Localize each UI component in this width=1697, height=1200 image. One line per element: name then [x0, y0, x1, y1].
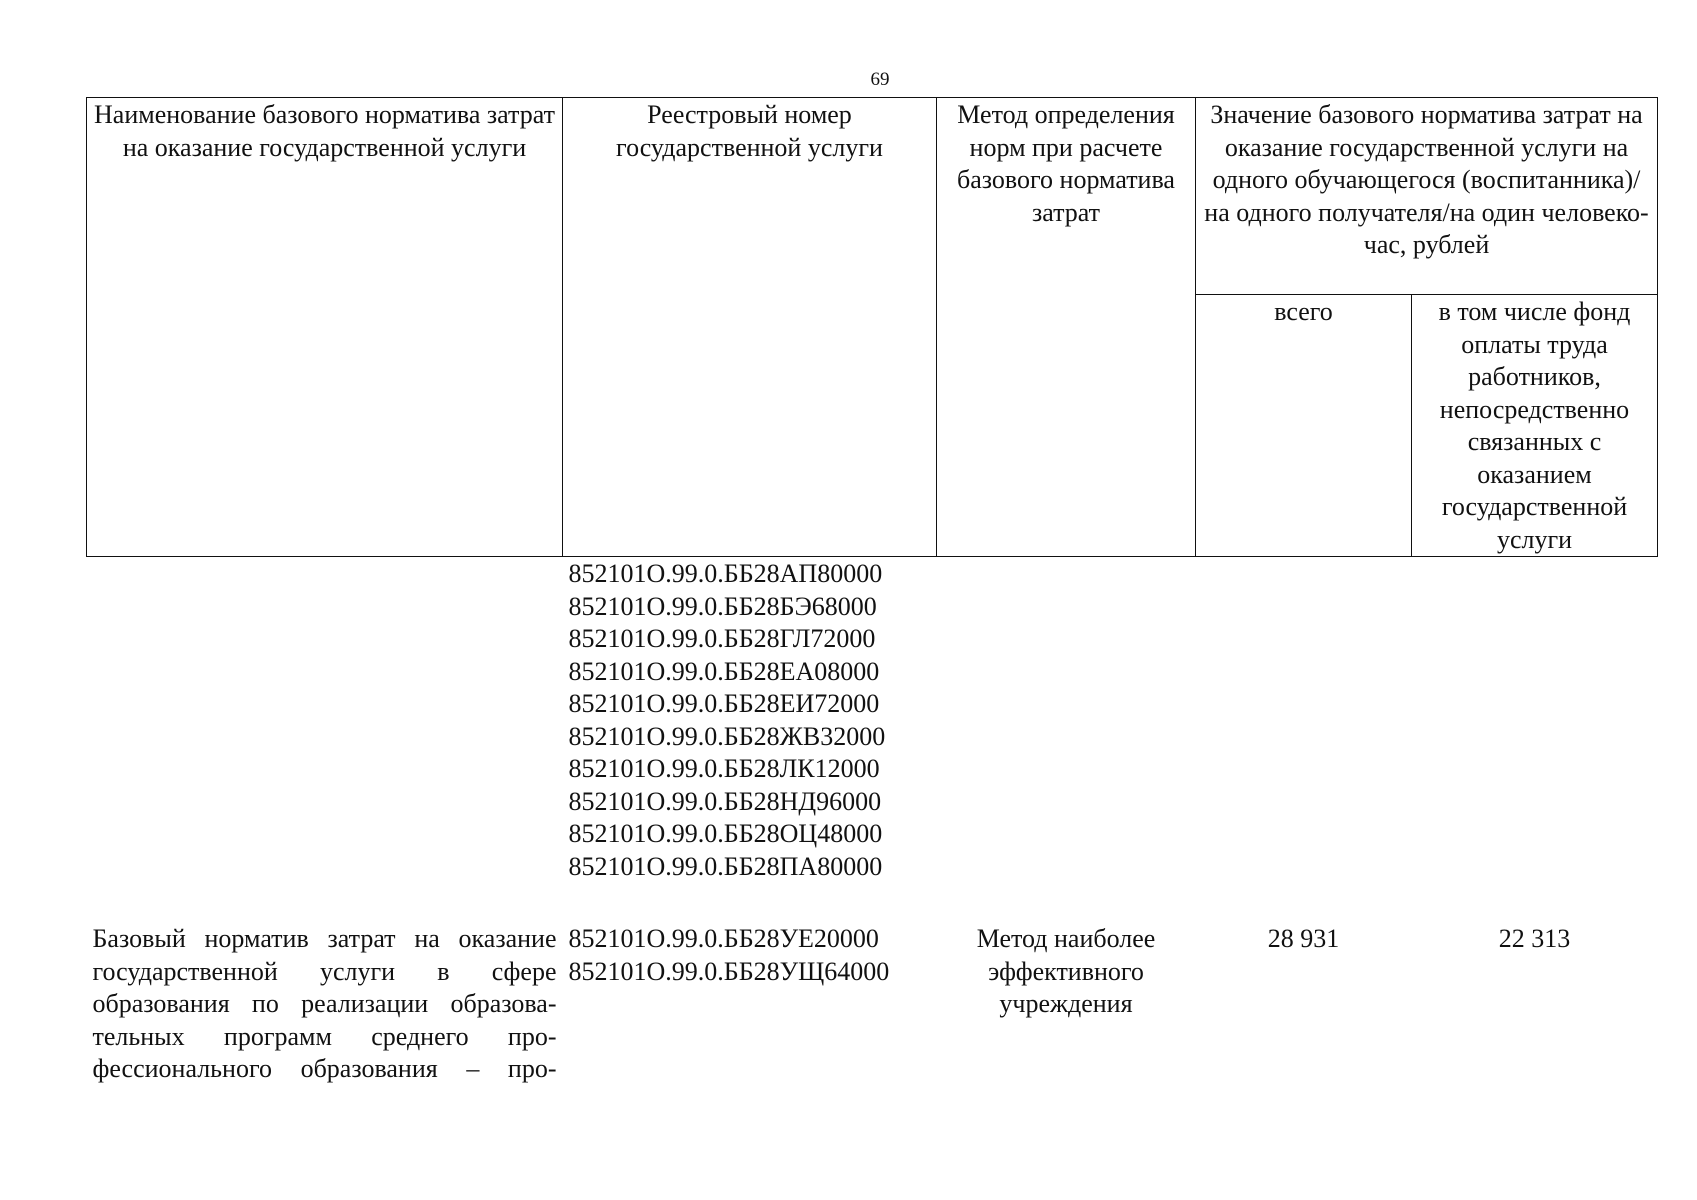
continuation-codes-cell: [563, 557, 937, 884]
header-method: Метод определения норм при расчете базового норматива затрат: [937, 98, 1196, 557]
row-name-line: Базовый норматив затрат на оказание: [92, 924, 557, 953]
registry-code: 852101О.99.0.ББ28ЖВ32000: [568, 721, 886, 751]
registry-code: 852101О.99.0.ББ28ГЛ72000: [568, 624, 876, 653]
registry-code: 852101О.99.0.ББ28БЭ68000: [568, 591, 877, 621]
header-name: Наименование базового норматива затрат на оказание государственной услуги: [87, 98, 563, 557]
row-name-line: государственной услуги в сфере: [92, 956, 557, 986]
header-payroll: в том числе фонд оплаты труда работников, непосредственно связанных с оказанием государственной услуги: [1412, 295, 1658, 557]
row-method: Метод наиболее эффективного учреждения: [976, 924, 1156, 1018]
row-name-line: фессионального образования – про-: [92, 1054, 557, 1083]
registry-code: 852101О.99.0.ББ28ЕА08000: [568, 656, 880, 686]
header-value: Значение базового норматива затрат на оказание государственной услуги на одного обучающегося (воспитанника)/на одного получателя/на один человеко-час, рублей: [1196, 98, 1658, 295]
row-name-cell: [87, 922, 563, 1086]
registry-code: 852101О.99.0.ББ28ЕИ72000: [568, 689, 880, 718]
continuation-name-cell: [87, 557, 563, 884]
row-total: 28 931: [1267, 924, 1340, 953]
registry-code: 852101О.99.0.ББ28ПА80000: [568, 851, 883, 881]
registry-code: 852101О.99.0.ББ28УЕ20000: [568, 924, 879, 953]
header-registry: Реестровый номер государственной услуги: [563, 98, 937, 557]
registry-code: 852101О.99.0.ББ28УЩ64000: [568, 956, 890, 986]
table-row-continuation: [87, 557, 1658, 884]
table-header: [87, 98, 1658, 557]
header-total: всего: [1196, 295, 1412, 557]
registry-code: 852101О.99.0.ББ28НД96000: [568, 786, 882, 816]
row-name-line: образования по реализации образова-: [92, 989, 557, 1018]
row-codes-cell: [563, 922, 937, 1086]
registry-code: 852101О.99.0.ББ28АП80000: [568, 559, 883, 588]
table-body: [87, 557, 1658, 1086]
table-row: [87, 922, 1658, 1086]
page-number: 69: [870, 69, 890, 90]
registry-code: 852101О.99.0.ББ28ОЦ48000: [568, 819, 883, 848]
norm-table: [86, 97, 1658, 1086]
registry-code: 852101О.99.0.ББ28ЛК12000: [568, 754, 880, 783]
row-name-line: тельных программ среднего про-: [92, 1021, 557, 1051]
row-payroll: 22 313: [1498, 924, 1571, 953]
